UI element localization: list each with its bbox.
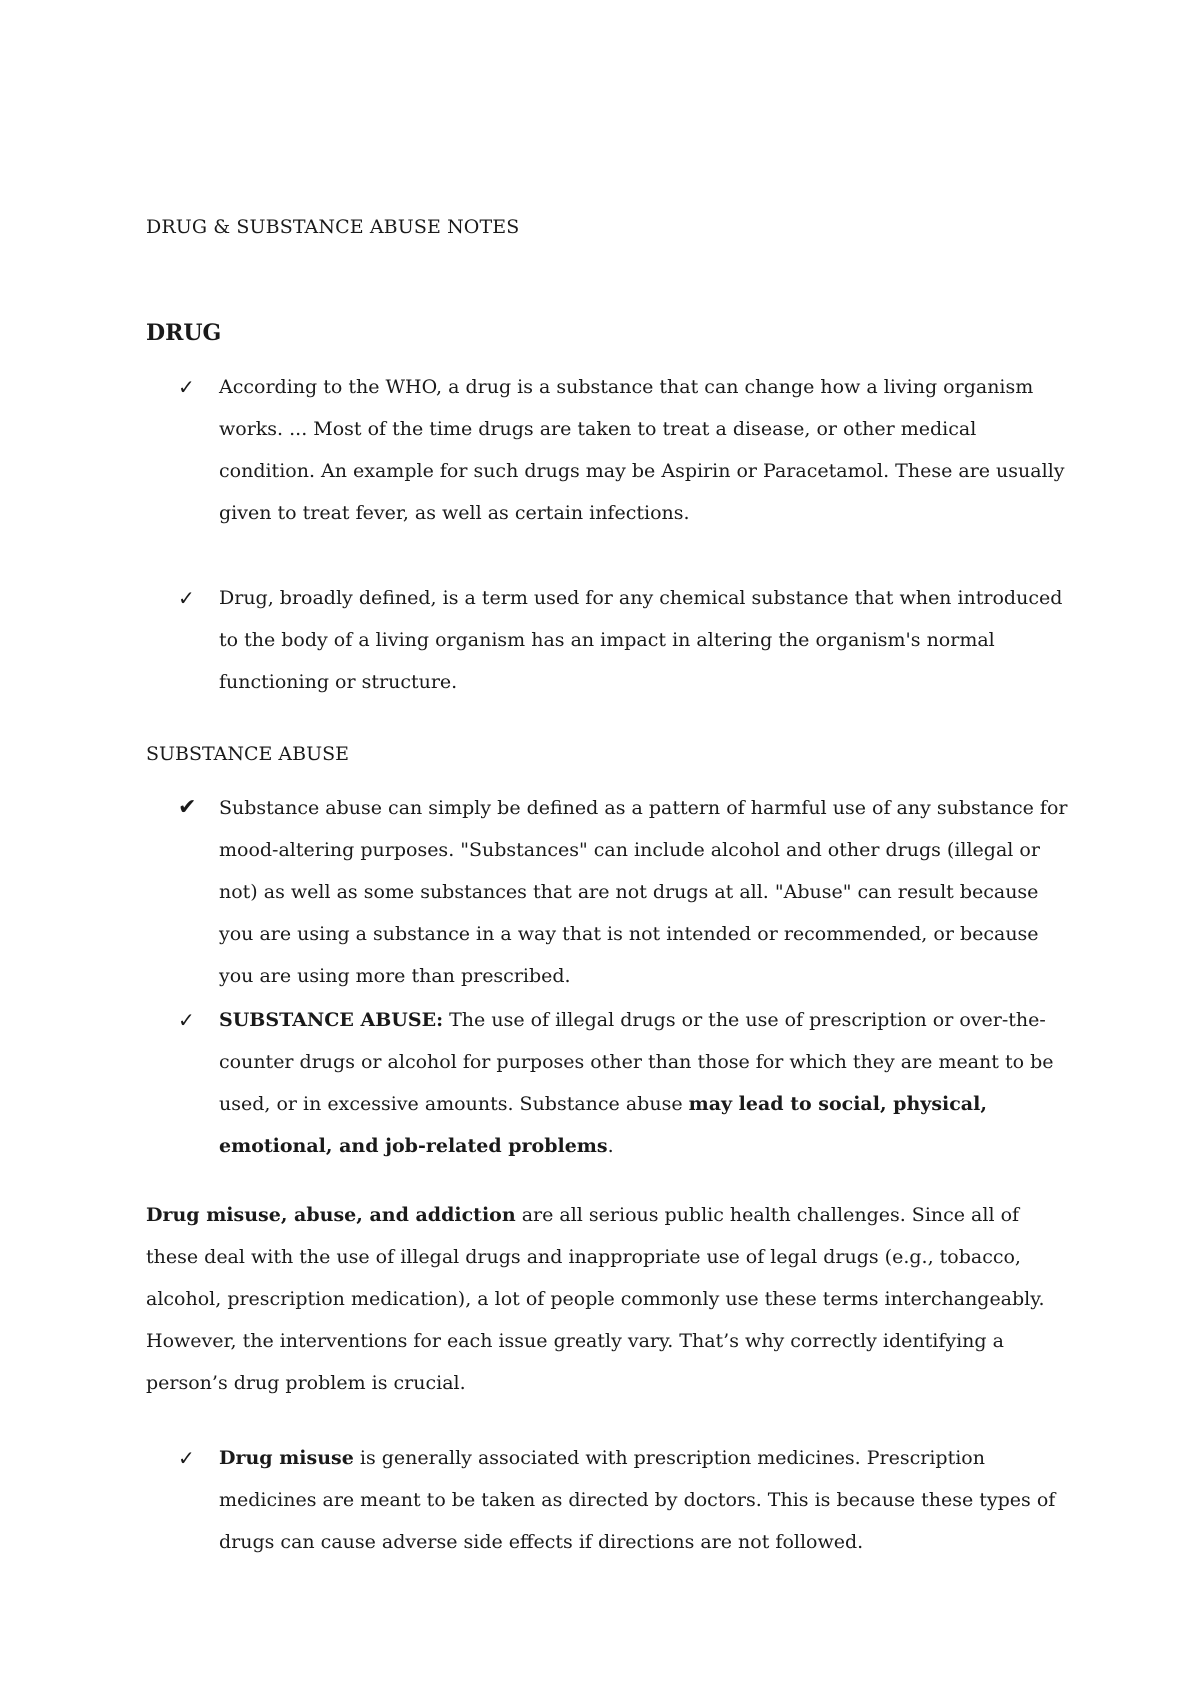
- checkmark-icon: ✓: [178, 586, 195, 610]
- section-heading-substance-abuse: SUBSTANCE ABUSE: [146, 743, 350, 765]
- section-heading-drug: DRUG: [146, 320, 222, 346]
- checkmark-icon: ✓: [178, 375, 195, 399]
- document-title: DRUG & SUBSTANCE ABUSE NOTES: [146, 216, 520, 238]
- item-end-text: .: [607, 1135, 614, 1157]
- list-item: [219, 999, 1069, 1167]
- bold-term: Drug misuse: [219, 1447, 354, 1469]
- body-paragraph: [146, 1194, 1061, 1404]
- list-item: Drug, broadly defined, is a term used for any chemical substance that when introduced to the body of a living organism has an impact in altering the organism's normal functioning or structure.: [219, 587, 1063, 693]
- paragraph-text: are all serious public health challenges. Since all of these deal with the use of illegal drugs and inappropriate use of legal drugs (e.g., tobacco, alcohol, prescription medication), a lot of people commonly use these terms interchangeably. However, the interventions for each issue greatly vary. That’s why correctly identifying a person’s drug problem is crucial.: [146, 1204, 1045, 1394]
- checkmark-bold-icon: ✔: [178, 795, 197, 820]
- bold-term: Drug misuse, abuse, and addiction: [146, 1204, 516, 1226]
- list-item: [219, 1437, 1069, 1563]
- item-body-text: is generally associated with prescription medicines. Prescription medicines are meant to be taken as directed by doctors. This is because these types of drugs can cause adverse side effects if directions are not followed.: [219, 1447, 1056, 1553]
- checkmark-icon: ✓: [178, 1446, 195, 1470]
- bold-phrase: may lead to social, physical, emotional, and job-related problems: [219, 1093, 987, 1157]
- item-body-text: The use of illegal drugs or the use of prescription or over-the-counter drugs or alcohol for purposes other than those for which they are meant to be used, or in excessive amounts. Substance abuse: [219, 1009, 1054, 1115]
- list-item: According to the WHO, a drug is a substance that can change how a living organism works. ... Most of the time drugs are taken to treat a disease, or other medical condition. An example for such drugs may be Aspirin or Paracetamol. These are usually given to treat fever, as well as certain infections.: [219, 376, 1065, 524]
- list-item: Substance abuse can simply be defined as a pattern of harmful use of any substance for mood-altering purposes. "Substances" can include alcohol and other drugs (illegal or not) as well as some substances that are not drugs at all. "Abuse" can result because you are using a substance in a way that is not intended or recommended, or because you are using more than prescribed.: [219, 797, 1068, 987]
- bold-term: SUBSTANCE ABUSE:: [219, 1009, 444, 1031]
- checkmark-icon: ✓: [178, 1008, 195, 1032]
